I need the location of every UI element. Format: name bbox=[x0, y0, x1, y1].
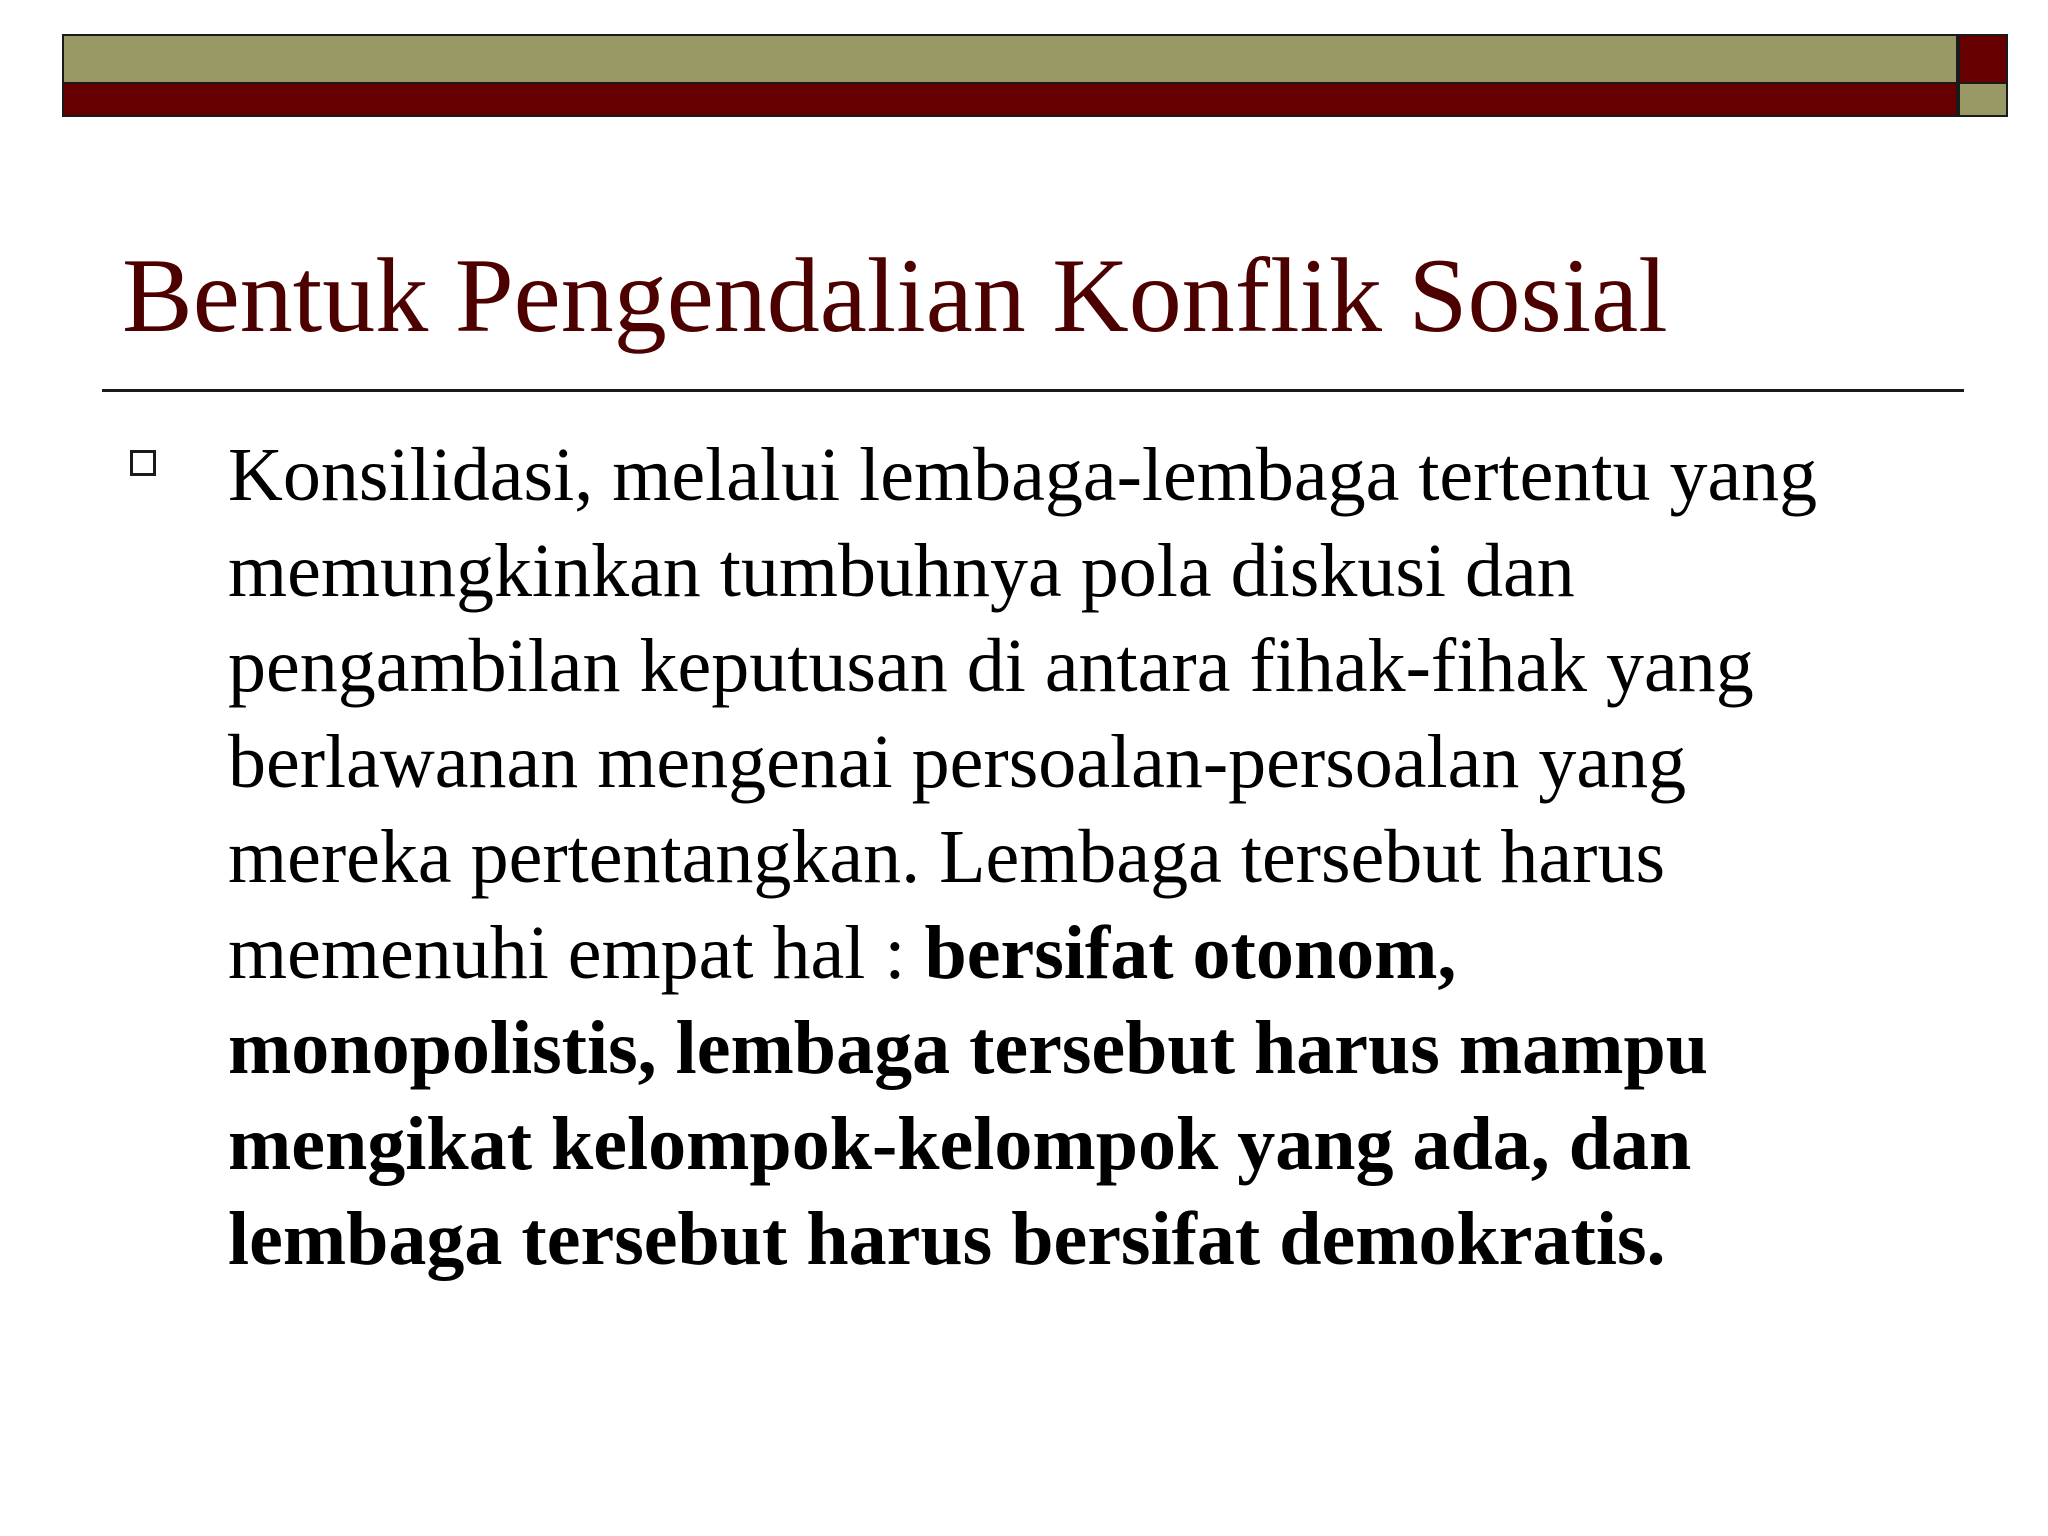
bullet-line-text: mereka pertentangkan. Lembaga tersebut harus bbox=[228, 815, 1666, 899]
bullet-line bbox=[228, 1001, 1928, 1097]
banner-corner-olive-square bbox=[1958, 84, 2008, 117]
bullet-line-text: pengambilan keputusan di antara fihak-fihak yang bbox=[228, 624, 1754, 708]
bullet-line bbox=[228, 619, 1928, 715]
bullet-line-text: berlawanan mengenai persoalan-persoalan yang bbox=[228, 719, 1687, 804]
bullet-line-bold-text: bersifat otonom, bbox=[924, 910, 1457, 995]
title-divider bbox=[102, 389, 1964, 392]
bullet-line bbox=[228, 524, 1928, 620]
banner-corner-maroon-square bbox=[1958, 34, 2008, 84]
bullet-line-text: Konsilidasi, melalui lembaga-lembaga tertentu yang bbox=[228, 433, 1818, 517]
bullet-line bbox=[228, 906, 1928, 1002]
bullet-line bbox=[228, 810, 1928, 906]
bullet-text bbox=[228, 428, 1928, 1288]
slide-title: Bentuk Pengendalian Konflik Sosial bbox=[122, 237, 1668, 354]
bullet-line-bold-text: lembaga tersebut harus bersifat demokratis. bbox=[228, 1197, 1666, 1281]
bullet-line bbox=[228, 1192, 1928, 1288]
top-banner-maroon-bar bbox=[62, 84, 1958, 117]
hollow-square-bullet-icon bbox=[130, 450, 156, 476]
bullet-line-text: memenuhi empat hal : bbox=[228, 910, 925, 995]
bullet-line-text: memungkinkan tumbuhnya pola diskusi dan bbox=[228, 528, 1575, 613]
bullet-line-bold-text: mengikat kelompok-kelompok yang ada, dan bbox=[228, 1101, 1692, 1186]
bullet-line bbox=[228, 715, 1928, 811]
bullet-line bbox=[228, 1097, 1928, 1193]
bullet-line-bold-text: monopolistis, lembaga tersebut harus mampu bbox=[228, 1006, 1708, 1090]
top-banner-olive-bar bbox=[62, 34, 1958, 84]
bullet-line bbox=[228, 428, 1928, 524]
